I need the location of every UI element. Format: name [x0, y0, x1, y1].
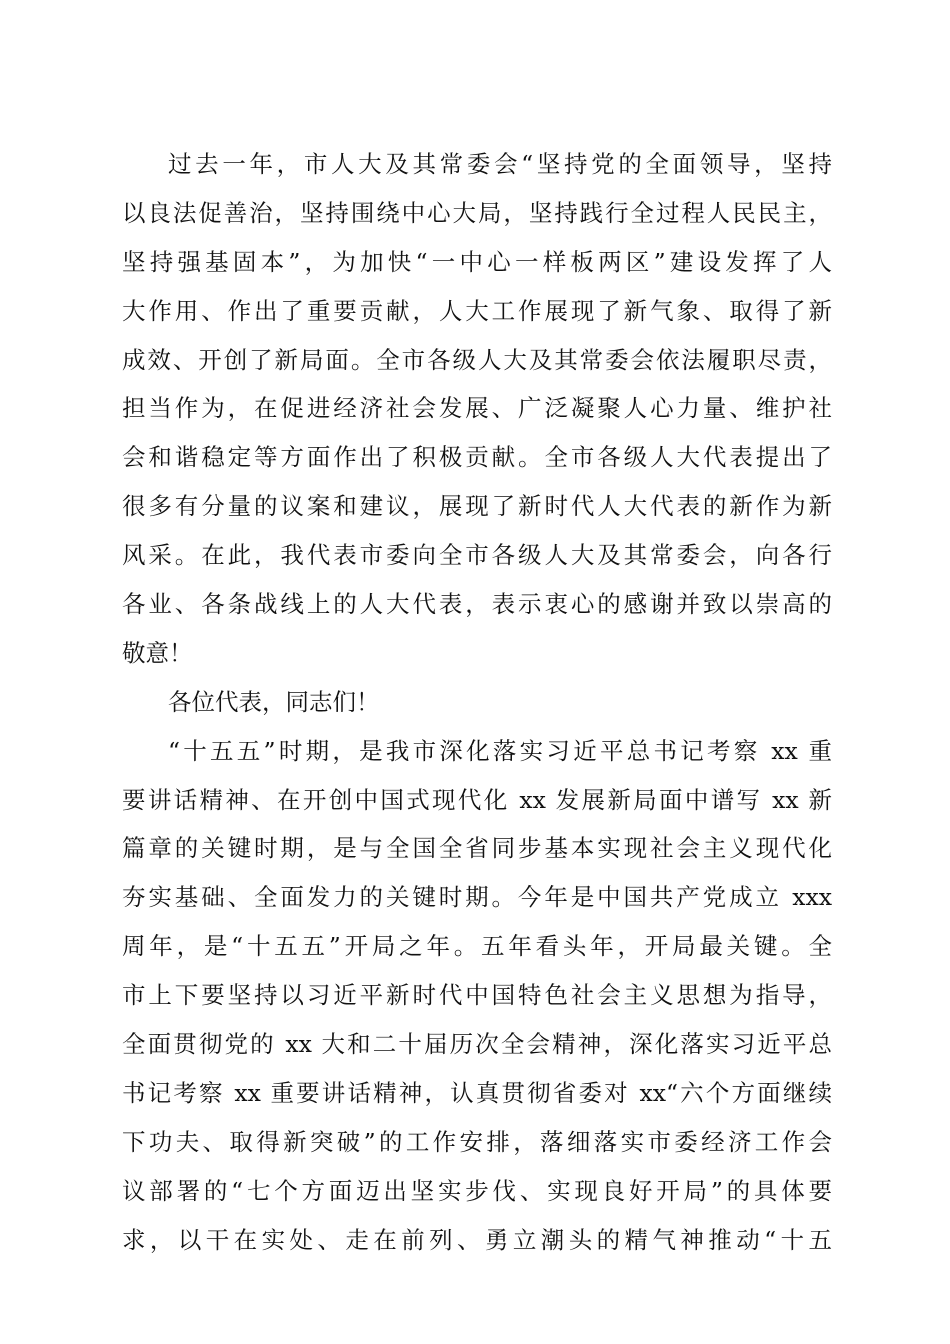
text-line: 坚持强基固本”，为加快“一中心一样板两区”建设发挥了人 — [122, 247, 832, 276]
document-body — [122, 140, 832, 1264]
text-line: 夯实基础、全面发力的关键时期。今年是中国共产党成立 xxx — [122, 883, 832, 912]
text-line: 担当作为，在促进经济社会发展、广泛凝聚人心力量、维护社 — [122, 394, 832, 423]
text-line: 大作用、作出了重要贡献，人大工作展现了新气象、取得了新 — [122, 296, 832, 325]
text-line: 会和谐稳定等方面作出了积极贡献。全市各级人大代表提出了 — [122, 443, 832, 472]
text-line: 书记考察 xx 重要讲话精神，认真贯彻省委对 xx“六个方面继续 — [122, 1078, 832, 1107]
text-line: “十五五”时期，是我市深化落实习近平总书记考察 xx 重 — [168, 736, 832, 765]
text-line: 敬意！ — [122, 638, 193, 667]
text-line: 以良法促善治，坚持围绕中心大局，坚持践行全过程人民民主， — [122, 198, 832, 227]
text-line: 过去一年，市人大及其常委会“坚持党的全面领导，坚持 — [168, 150, 832, 178]
text-line: 篇章的关键时期，是与全国全省同步基本实现社会主义现代化 — [122, 834, 832, 863]
text-line: 成效、开创了新局面。全市各级人大及其常委会依法履职尽责， — [122, 345, 832, 374]
text-line: 风采。在此，我代表市委向全市各级人大及其常委会，向各行 — [122, 541, 832, 570]
text-line: 要讲话精神、在开创中国式现代化 xx 发展新局面中谱写 xx 新 — [122, 785, 832, 814]
text-line: 周年，是“十五五”开局之年。五年看头年，开局最关键。全 — [122, 932, 832, 961]
text-line: 全面贯彻党的 xx 大和二十届历次全会精神，深化落实习近平总 — [122, 1030, 832, 1059]
text-line: 求，以干在实处、走在前列、勇立潮头的精气神推动“十五 — [122, 1225, 832, 1254]
text-line: 议部署的“七个方面迈出坚实步伐、实现良好开局”的具体要 — [122, 1176, 832, 1205]
text-line: 各业、各条战线上的人大代表，表示衷心的感谢并致以崇高的 — [122, 590, 832, 619]
text-line: 下功夫、取得新突破”的工作安排，落细落实市委经济工作会 — [122, 1127, 832, 1156]
text-line: 各位代表，同志们！ — [168, 687, 380, 716]
text-line: 市上下要坚持以习近平新时代中国特色社会主义思想为指导， — [122, 981, 832, 1010]
text-line: 很多有分量的议案和建议，展现了新时代人大代表的新作为新 — [122, 492, 832, 521]
